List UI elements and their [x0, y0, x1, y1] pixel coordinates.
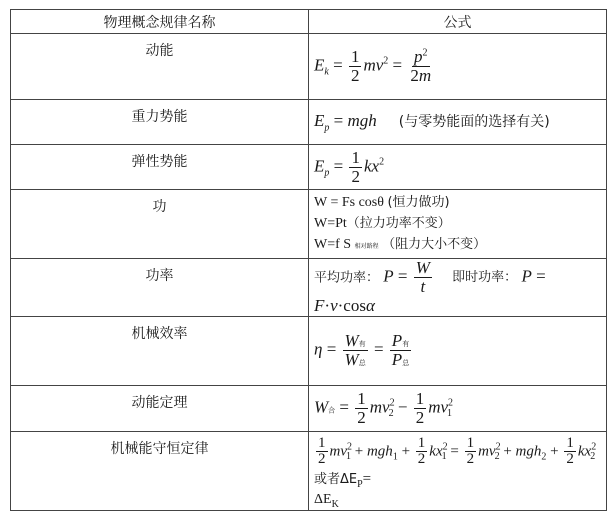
header-concept-name: 物理概念规律名称: [11, 10, 309, 34]
table-row: [11, 100, 607, 145]
concept-name: 功率: [11, 259, 309, 317]
concept-name: 机械效率: [11, 316, 309, 385]
table-row: [11, 259, 607, 317]
formula-gravitational-pe: $E_p$ = mgh (与零势能面的选择有关): [309, 100, 607, 145]
concept-name: 动能: [11, 34, 309, 100]
table-row: [11, 190, 607, 259]
physics-formula-table: [10, 9, 607, 511]
concept-name: 重力势能: [11, 100, 309, 145]
formula-elastic-pe: $E_p$ = $\frac{1}{2}$ $kx^2$: [309, 145, 607, 190]
formula-work: W = Fs cosθ (恒力做功) W=Pt（拉力功率不变） W=f S 相对路程 （阻力大小不变）: [309, 190, 607, 259]
table-row: [11, 385, 607, 431]
formula-note: (与零势能面的选择有关): [398, 113, 550, 130]
formula-kinetic-energy: $E_k$ = $\frac{1}{2}$ $mv^2$ = $\frac{p^2}{2m}$: [309, 34, 607, 100]
concept-name: 弹性势能: [11, 145, 309, 190]
table-row: [11, 316, 607, 385]
formula-work-energy-theorem: W合 = $\frac{1}{2}$ $mv^2_2$ − $\frac{1}{2}$ $mv^2_1$: [309, 385, 607, 431]
header-formula: 公式: [309, 10, 607, 34]
concept-name: 功: [11, 190, 309, 259]
concept-name: 机械能守恒定律: [11, 431, 309, 510]
formula-power: 平均功率： P = $\frac{W}{t}$ 即时功率： P = F·v·cosα: [309, 259, 607, 317]
table-row: [11, 145, 607, 190]
table-row: [11, 431, 607, 510]
formula-conservation-of-mechanical-energy: $\frac{1}{2}$ $mv^2_1 + mgh_1$ + $\frac{1}{2}$ $kx^2_1$ = $\frac{1}{2}$ $mv^2_2 + mgh_2$ + $\frac{1}{2}$ $kx^2_2$或者$\Delta E_P=$ $\Delta E_K$: [309, 431, 607, 510]
concept-name: 动能定理: [11, 385, 309, 431]
table-row: [11, 34, 607, 100]
formula-mechanical-efficiency: η = $\frac{\text{W有}}{\text{W总}}$ = $\frac{\text{P有}}{\text{P总}}$: [309, 316, 607, 385]
